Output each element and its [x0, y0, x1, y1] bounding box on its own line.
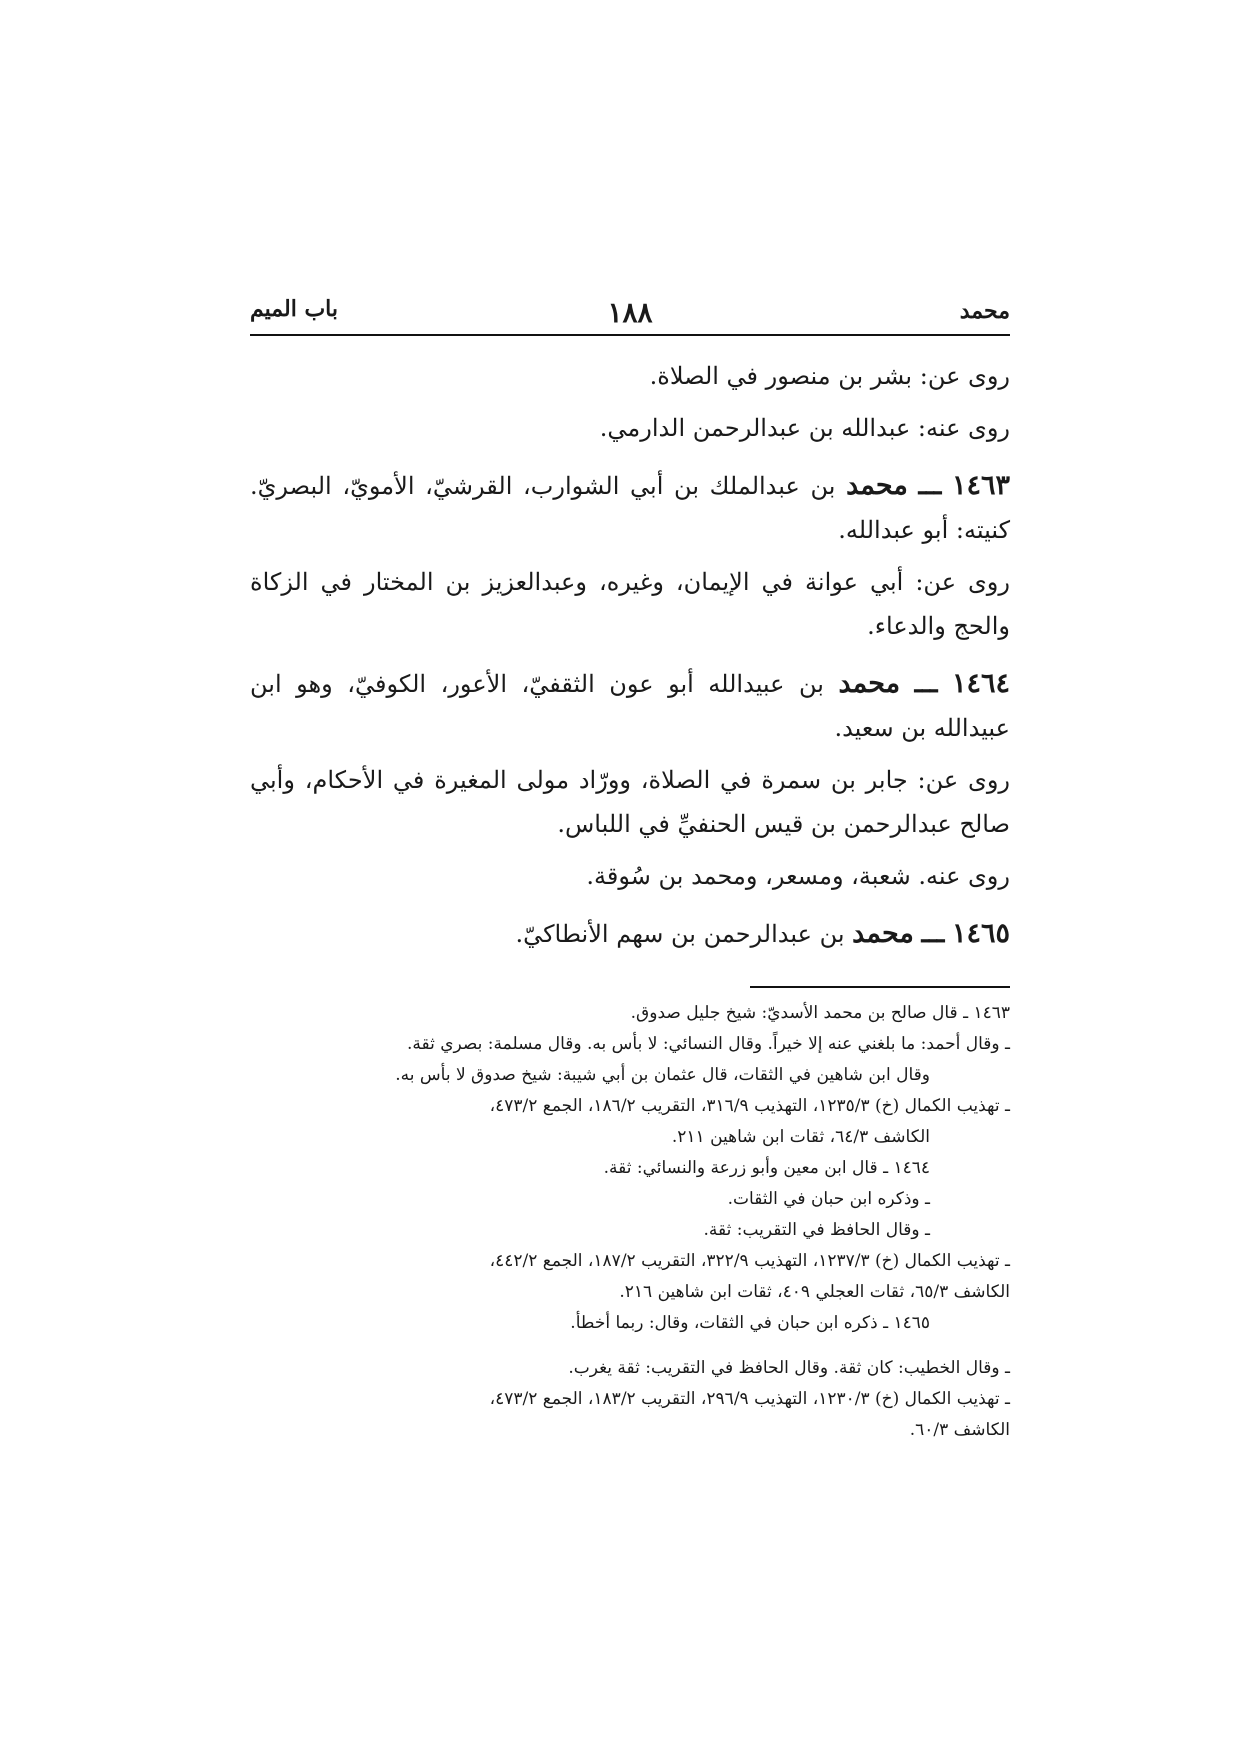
entry-1464 — [250, 662, 1010, 898]
footnote-line: ـ تهذيب الكمال (خ) ١٢٣٠/٣، التهذيب ٢٩٦/٩، التقريب ١٨٣/٢، الجمع ٤٧٣/٢، — [489, 1389, 1010, 1409]
main-text — [250, 354, 1010, 956]
footnote-line: ١٤٦٤ ـ قال ابن معين وأبو زرعة والنسائي: ثقة. — [603, 1158, 930, 1178]
narration-line: روى عنه: عبدالله بن عبدالرحمن الدارمي. — [599, 414, 1010, 442]
footnote-1465 — [250, 1308, 1010, 1446]
footnote-line: ١٤٦٥ ـ ذكره ابن حبان في الثقات، وقال: ربما أخطأ. — [570, 1313, 930, 1333]
footnote-line: ـ وقال الخطيب: كان ثقة. وقال الحافظ في التقريب: ثقة يغرب. — [568, 1358, 1010, 1378]
entry-rest: بن عبدالرحمن بن سهم الأنطاكيّ. — [515, 920, 845, 948]
narration-line: روى عن: جابر بن سمرة في الصلاة، وورّاد مولى المغيرة في الأحكام، وأبي صالح عبدالرحمن بن قيس الحنفيِّ في اللباس. — [250, 766, 1010, 838]
entry-number: ١٤٦٥ — [951, 918, 1010, 949]
footnote-1463 — [250, 998, 1010, 1153]
footnote-line: الكاشف ٦٠/٣. — [909, 1420, 1010, 1440]
entry-dash: ـــ — [914, 669, 938, 699]
footnote-line: ـ وذكره ابن حبان في الثقات. — [727, 1189, 930, 1209]
entry-name: محمد — [852, 918, 914, 949]
footnote-line: ـ وقال أحمد: ما بلغني عنه إلا خيراً. وقال النسائي: لا بأس به. وقال مسلمة: بصري ثقة. — [406, 1034, 1010, 1054]
page-header — [250, 290, 1010, 336]
entry-heading — [250, 464, 1010, 552]
footnote-line: وقال ابن شاهين في الثقات، قال عثمان بن أبي شيبة: شيخ صدوق لا بأس به. — [395, 1065, 930, 1085]
footnote-line: ١٤٦٣ ـ قال صالح بن محمد الأسديّ: شيخ جليل صدوق. — [630, 1003, 1010, 1023]
running-head-right: محمد — [959, 298, 1010, 324]
entry-dash: ـــ — [921, 919, 945, 949]
page-number: ١٨٨ — [607, 296, 653, 329]
entry-name: محمد — [838, 668, 901, 699]
entry-number: ١٤٦٤ — [951, 668, 1010, 699]
entry-heading — [250, 912, 1010, 956]
footnote-line: ـ تهذيب الكمال (خ) ١٢٣٥/٣، التهذيب ٣١٦/٩، التقريب ١٨٦/٢، الجمع ٤٧٣/٢، — [489, 1096, 1010, 1116]
footnote-line: الكاشف ٦٥/٣، ثقات العجلي ٤٠٩، ثقات ابن شاهين ٢١٦. — [619, 1282, 1010, 1302]
footnote-1464 — [250, 1153, 1010, 1308]
book-page — [250, 290, 1010, 1446]
entry-heading — [250, 662, 1010, 750]
narration-line: روى عن: بشر بن منصور في الصلاة. — [649, 362, 1010, 390]
narration-line: روى عنه. شعبة، ومسعر، ومحمد بن سُوقة. — [586, 862, 1010, 890]
entry-number: ١٤٦٣ — [951, 470, 1010, 501]
entry-rest: بن عبيدالله أبو عون الثقفيّ، الأعور، الكوفيّ، وهو ابن عبيدالله بن سعيد. — [250, 670, 1010, 742]
entry-1463 — [250, 464, 1010, 648]
running-head-left: باب الميم — [250, 296, 339, 322]
footnote-line: الكاشف ٦٤/٣، ثقات ابن شاهين ٢١١. — [671, 1127, 930, 1147]
entry-rest: بن عبدالملك بن أبي الشوارب، القرشيّ، الأمويّ، البصريّ. كنيته: أبو عبدالله. — [250, 472, 1010, 544]
narration-line: روى عن: أبي عوانة في الإيمان، وغيره، وعبدالعزيز بن المختار في الزكاة والحج والدعاء. — [250, 568, 1010, 640]
entry-dash: ـــ — [918, 471, 942, 501]
footnote-line: ـ وقال الحافظ في التقريب: ثقة. — [703, 1220, 930, 1240]
entry-1465 — [250, 912, 1010, 956]
entry-name: محمد — [846, 470, 908, 501]
footnote-divider — [750, 986, 1010, 988]
footnotes — [250, 998, 1010, 1446]
footnote-line: ـ تهذيب الكمال (خ) ١٢٣٧/٣، التهذيب ٣٢٢/٩، التقريب ١٨٧/٢، الجمع ٤٤٢/٢، — [489, 1251, 1010, 1271]
